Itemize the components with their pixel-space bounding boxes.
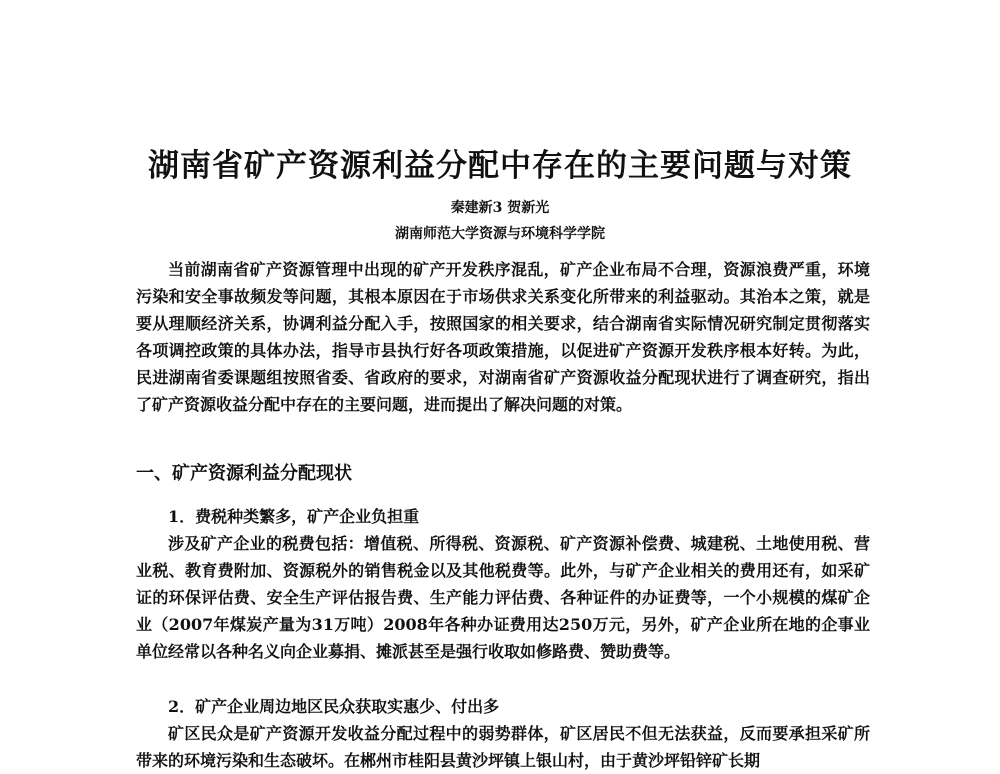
body-paragraph-1: 涉及矿产企业的税费包括：增值税、所得税、资源税、矿产资源补偿费、城建税、土地使用税、营业税、教育费附加、资源税外的销售税金以及其他税费等。此外，与矿产企业相关的费用还有，如采矿证的环保评估费、安全生产评估报告费、生产能力评估费、各种证件的办证费等，一个小规模的煤矿企业（2007年煤炭产量为31万吨）2008年各种办证费用达250万元，另外，矿产企业所在地的企事业单位经常以各种名义向企业募捐、摊派甚至是强行收取如修路费、赞助费等。 — [136, 534, 870, 661]
subsection-heading-2: 2．矿产企业周边地区民众获取实惠少、付出多 — [168, 697, 500, 716]
section-heading-1: 一、矿产资源利益分配现状 — [136, 463, 352, 484]
paper-title: 湖南省矿产资源利益分配中存在的主要问题与对策 — [148, 148, 852, 184]
paper-authors: 秦建新3 贺新光 — [450, 200, 550, 216]
paper-affiliation: 湖南师范大学资源与环境科学学院 — [395, 226, 605, 242]
subsection-heading-1: 1．费税种类繁多，矿产企业负担重 — [168, 507, 420, 526]
body-paragraph-2: 矿区民众是矿产资源开发收益分配过程中的弱势群体，矿区居民不但无法获益，反而要承担采矿所带来的环境污染和生态破坏。在郴州市桂阳县黄沙坪镇上银山村，由于黄沙坪铅锌矿长期 — [136, 724, 870, 770]
abstract-paragraph: 当前湖南省矿产资源管理中出现的矿产开发秩序混乱，矿产企业布局不合理，资源浪费严重，环境污染和安全事故频发等问题，其根本原因在于市场供求关系变化所带来的利益驱动。其治本之策，就是要从理顺经济关系，协调利益分配入手，按照国家的相关要求，结合湖南省实际情况研究制定贯彻落实各项调控政策的具体办法，指导市县执行好各项政策措施，以促进矿产资源开发秩序根本好转。为此，民进湖南省委课题组按照省委、省政府的要求，对湖南省矿产资源收益分配现状进行了调查研究，指出了矿产资源收益分配中存在的主要问题，进而提出了解决问题的对策。 — [136, 260, 870, 414]
